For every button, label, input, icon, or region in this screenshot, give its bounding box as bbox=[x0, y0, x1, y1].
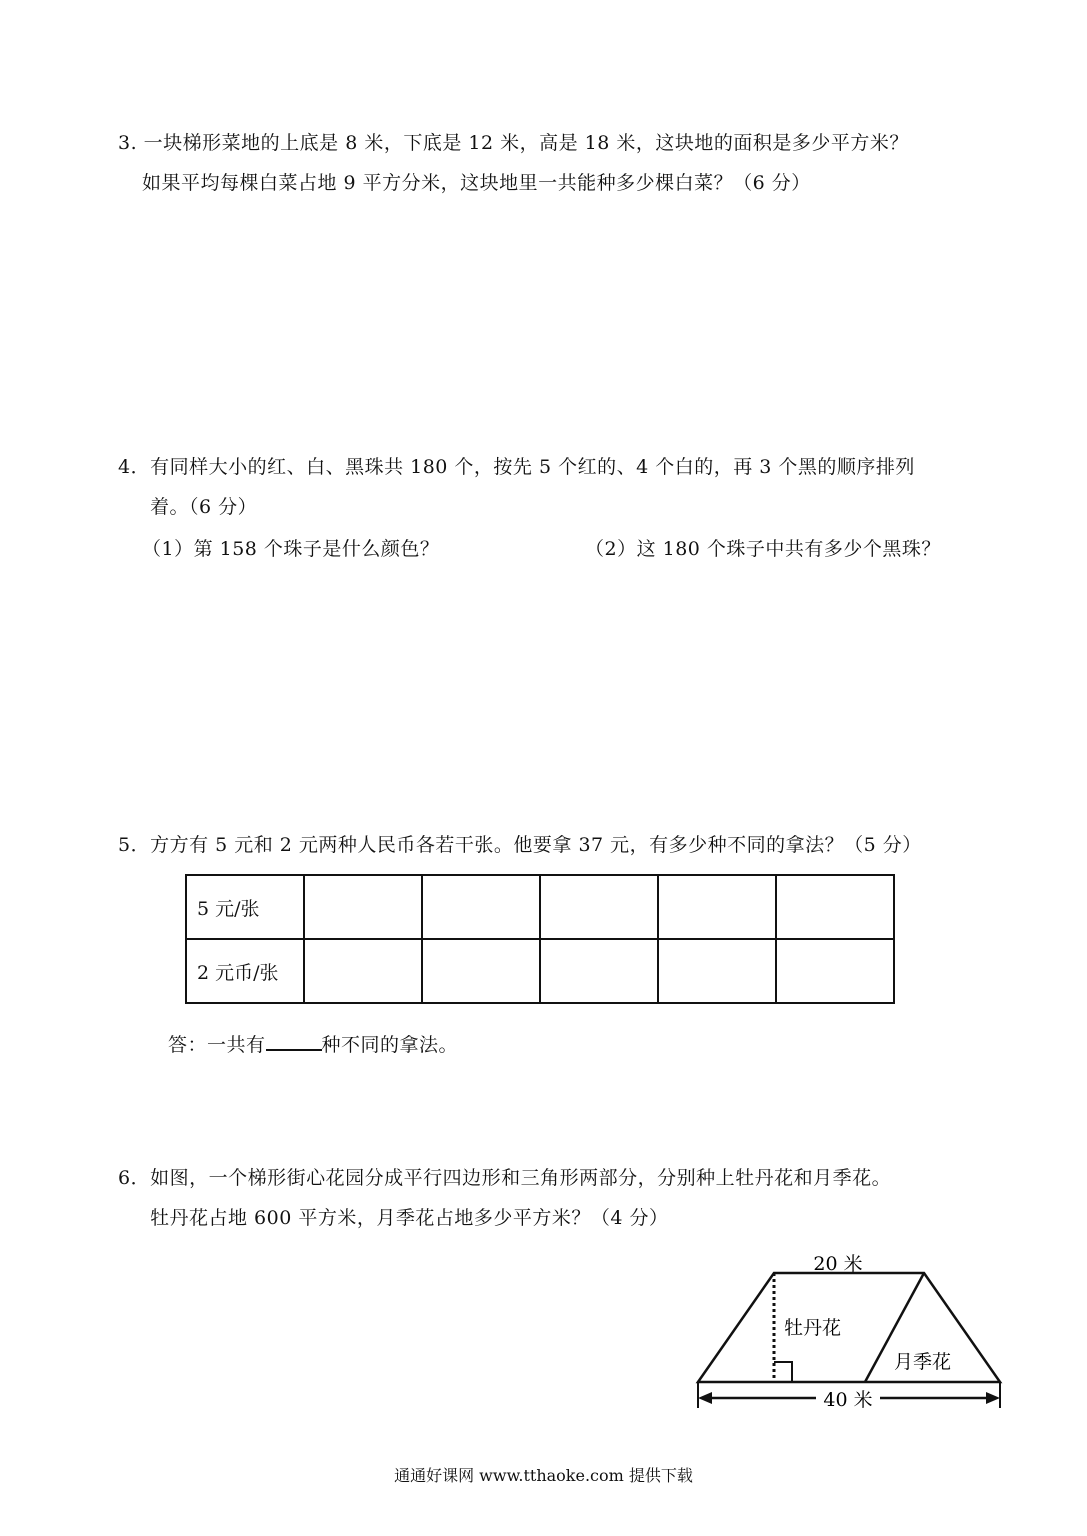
q4-line-2: 着。（6 分） bbox=[150, 496, 258, 518]
q4-sub-question-1: （1）第 158 个珠子是什么颜色？ bbox=[142, 538, 440, 560]
table-cell[interactable] bbox=[540, 875, 658, 939]
trapezoid-outline bbox=[698, 1273, 1000, 1382]
answer-suffix: 种不同的拿法。 bbox=[321, 1034, 459, 1056]
table-cell[interactable] bbox=[304, 875, 422, 939]
q5-line-1: 5．方方有 5 元和 2 元两种人民币各若干张。他要拿 37 元，有多少种不同的拿法？（5 分） bbox=[118, 834, 922, 856]
table-row bbox=[186, 875, 894, 939]
answer-prefix: 答：一共有 bbox=[168, 1034, 266, 1056]
answer-blank[interactable] bbox=[266, 1031, 322, 1051]
table-cell[interactable] bbox=[304, 939, 422, 1003]
right-angle-marker bbox=[774, 1362, 792, 1382]
q4-line-1: 4．有同样大小的红、白、黑珠共 180 个，按先 5 个红的、4 个白的，再 3 个黑的顺序排列 bbox=[118, 456, 915, 478]
table-cell[interactable] bbox=[658, 875, 776, 939]
arrow-right-icon bbox=[986, 1392, 1000, 1404]
peony-region-label: 牡丹花 bbox=[784, 1317, 842, 1339]
bottom-length-label: 40 米 bbox=[823, 1389, 873, 1411]
footer-text: 通通好课网 www.tthaoke.com 提供下载 bbox=[394, 1466, 693, 1485]
q3-line-1: 3. 一块梯形菜地的上底是 8 米，下底是 12 米，高是 18 米，这块地的面积是多少平方米？ bbox=[118, 132, 909, 154]
q3-line-2: 如果平均每棵白菜占地 9 平方分米，这块地里一共能种多少棵白菜？（6 分） bbox=[142, 172, 811, 194]
row-label-2-yuan: 2 元币/张 bbox=[186, 939, 304, 1003]
table-cell[interactable] bbox=[776, 939, 894, 1003]
rose-region-label: 月季花 bbox=[894, 1351, 952, 1373]
q4-sub-question-2: （2）这 180 个珠子中共有多少个黑珠？ bbox=[585, 538, 941, 560]
table-cell[interactable] bbox=[776, 875, 894, 939]
table-row bbox=[186, 939, 894, 1003]
table-cell[interactable] bbox=[540, 939, 658, 1003]
table-cell[interactable] bbox=[422, 939, 540, 1003]
q6-line-2: 牡丹花占地 600 平方米，月季花占地多少平方米？（4 分） bbox=[150, 1207, 669, 1229]
trapezoid-garden-figure bbox=[690, 1248, 1010, 1418]
q6-line-1: 6．如图，一个梯形街心花园分成平行四边形和三角形两部分，分别种上牡丹花和月季花。 bbox=[118, 1167, 892, 1189]
table-cell[interactable] bbox=[658, 939, 776, 1003]
table-cell[interactable] bbox=[422, 875, 540, 939]
q5-answer-line bbox=[168, 1030, 458, 1057]
row-label-5-yuan: 5 元/张 bbox=[186, 875, 304, 939]
arrow-left-icon bbox=[698, 1392, 712, 1404]
top-length-label: 20 米 bbox=[813, 1253, 863, 1275]
money-table bbox=[185, 874, 895, 1004]
